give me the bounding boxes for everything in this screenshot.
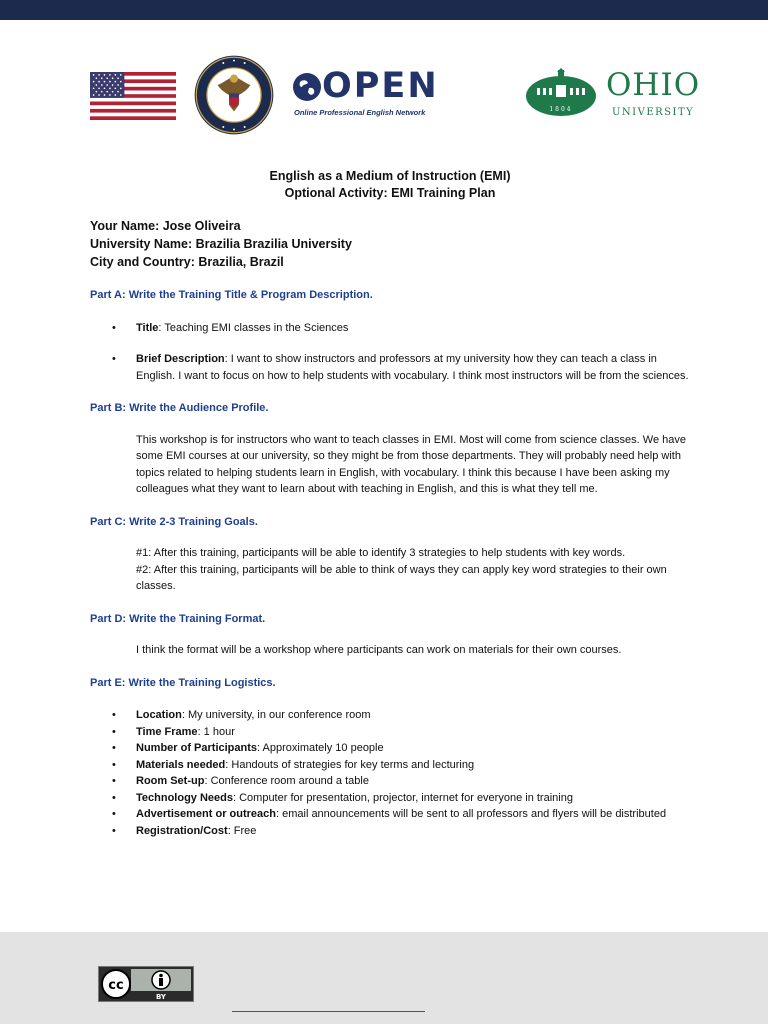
item-label: Room Set-up	[136, 775, 205, 787]
globe-icon	[292, 72, 322, 102]
department-of-state-seal-icon	[193, 54, 275, 136]
list-item	[90, 351, 690, 384]
item-label: Location	[136, 709, 182, 721]
goal-item: #1: After this training, participants will be able to identify 3 strategies to help students with key words.	[136, 547, 626, 559]
list-item	[90, 773, 690, 790]
ohio-building-icon	[525, 68, 597, 118]
list-item	[90, 823, 690, 840]
item-label: Registration/Cost	[136, 824, 228, 837]
list-item	[90, 757, 690, 774]
item-text: : Free	[227, 824, 257, 837]
item-text: : Computer for presentation, projector, internet for everyone in training	[232, 791, 573, 804]
item-label: Technology Needs	[136, 791, 233, 804]
footer	[0, 932, 768, 1024]
part-a-heading: Part A: Write the Training Title & Program Description.	[90, 289, 373, 301]
item-text: : 1 hour	[197, 725, 235, 738]
logo-banner	[0, 50, 768, 150]
license-badge-label: BY	[155, 993, 167, 1001]
item-label: Brief Description	[136, 353, 225, 365]
ohio-logo-subtitle: UNIVERSITY	[612, 107, 695, 118]
list-item	[90, 806, 690, 823]
list-item	[90, 724, 690, 741]
creative-commons-icon	[99, 967, 193, 1001]
item-label: Title	[136, 321, 159, 334]
goal-item: #2: After this training, participants will be able to think of ways they can apply key word strategies to their own classes.	[136, 563, 667, 592]
part-d-text: I think the format will be a workshop where participants can work on materials for their own courses.	[136, 644, 622, 656]
us-flag-icon	[90, 72, 176, 120]
part-e-heading: Part E: Write the Training Logistics.	[90, 676, 276, 689]
item-text: : My university, in our conference room	[181, 709, 371, 721]
open-logo-subtitle: Online Professional English Network	[294, 108, 426, 117]
document-title-line1: English as a Medium of Instruction (EMI)	[269, 169, 511, 183]
item-text: : Approximately 10 people	[257, 742, 384, 754]
part-b-text: This workshop is for instructors who want to teach classes in EMI. Most will come from science classes. We have some EMI courses at our university, so they might be from those departments. They will probably need help with topics related to helping students learn in English, with vocabulary. I think this because I have been asking my colleagues what they want to learn about with teaching in English, and this is what they tell me.	[136, 433, 686, 495]
student-info	[90, 217, 690, 271]
ohio-logo-name: OHIO	[606, 67, 701, 103]
item-text: : I want to show instructors and professors at my university how they can teach a class in English. I want to focus on how to help students with vocabulary. I think most instructors will be from the sciences.	[136, 353, 689, 382]
info-city-country: City and Country: Brazilia, Brazil	[90, 255, 284, 269]
part-c-goals	[90, 545, 690, 595]
info-university: University Name: Brazilia Brazilia University	[90, 237, 352, 251]
item-text: : Conference room around a table	[204, 775, 369, 787]
document-body	[90, 168, 690, 839]
open-logo-word: OPEN	[322, 66, 439, 106]
svg-text:cc: cc	[108, 978, 124, 993]
info-name: Your Name: Jose Oliveira	[90, 219, 241, 233]
open-logo	[292, 68, 442, 124]
part-b-heading: Part B: Write the Audience Profile.	[90, 402, 269, 414]
item-text: : email announcements will be sent to all professors and flyers will be distributed	[275, 808, 667, 820]
list-item	[90, 320, 690, 337]
license-badge[interactable]	[98, 966, 194, 1002]
document-title-line2: Optional Activity: EMI Training Plan	[284, 186, 496, 200]
item-label: Time Frame	[136, 725, 198, 738]
list-item	[90, 790, 690, 807]
item-label: Materials needed	[136, 758, 226, 771]
attribution-person-icon	[152, 971, 170, 989]
item-text: : Handouts of strategies for key terms and lecturing	[225, 758, 475, 771]
part-c-heading: Part C: Write 2-3 Training Goals.	[90, 515, 258, 528]
item-text: : Teaching EMI classes in the Sciences	[158, 321, 349, 334]
part-d-heading: Part D: Write the Training Format.	[90, 612, 266, 625]
list-item	[90, 707, 690, 724]
item-label: Number of Participants	[136, 742, 258, 754]
ohio-year: 1804	[549, 106, 573, 113]
list-item	[90, 740, 690, 757]
footer-link[interactable]	[232, 1011, 425, 1012]
part-e-list	[90, 707, 690, 839]
top-bar	[0, 0, 768, 20]
item-label: Advertisement or outreach	[136, 808, 276, 820]
part-a-list	[90, 320, 690, 385]
